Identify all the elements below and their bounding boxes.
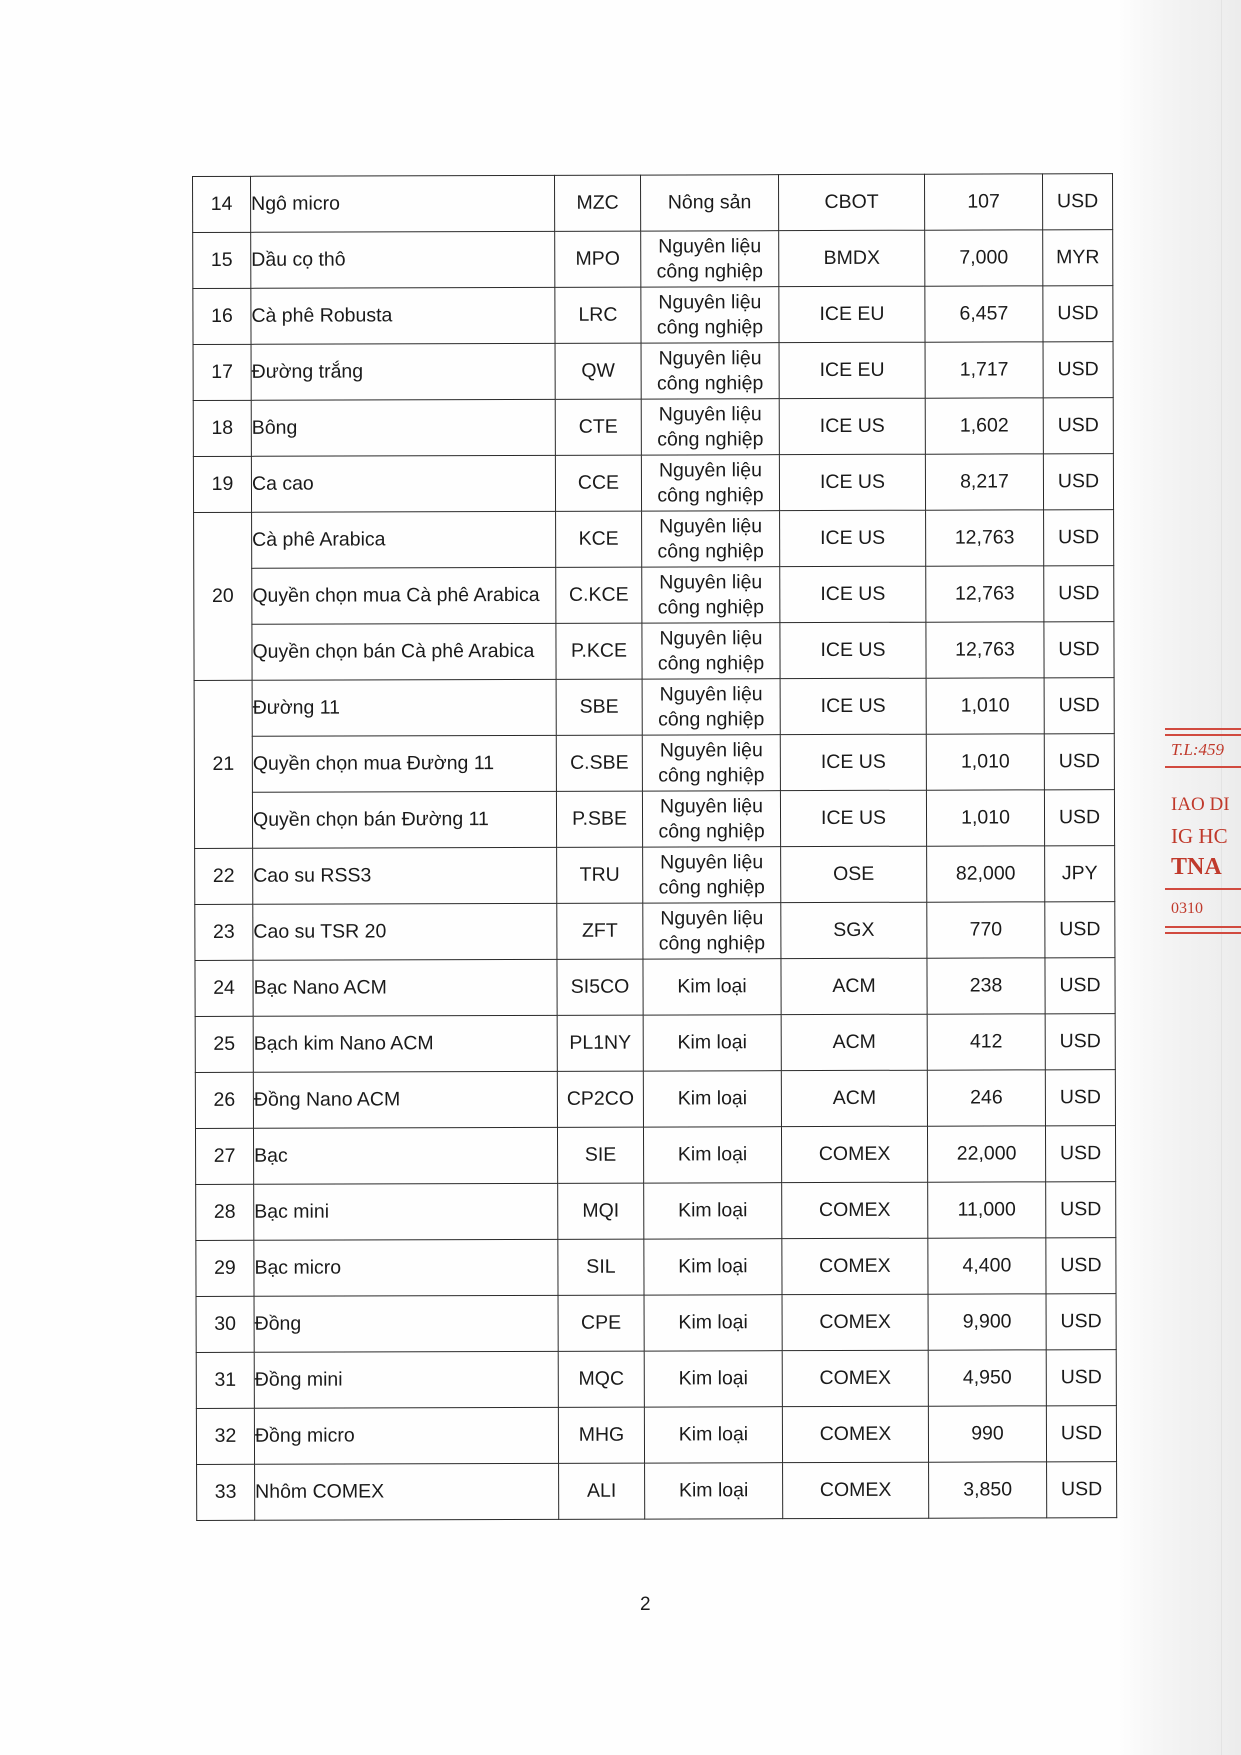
exchange: ICE US <box>780 566 926 622</box>
seal-text-2: IAO DI <box>1171 794 1230 815</box>
commodity-code: ZFT <box>557 903 643 959</box>
commodity-group: Kim loại <box>643 1127 781 1183</box>
commodity-group: Nguyên liệu công nghiệp <box>641 287 779 343</box>
currency: JPY <box>1045 846 1115 902</box>
currency: USD <box>1043 286 1113 342</box>
row-number: 19 <box>193 456 251 512</box>
exchange: COMEX <box>782 1182 928 1238</box>
table-row <box>194 622 1114 681</box>
commodity-code: CP2CO <box>557 1071 643 1127</box>
currency: USD <box>1047 1462 1117 1518</box>
exchange: ICE US <box>779 398 925 454</box>
commodity-group: Nguyên liệu công nghiệp <box>641 343 779 399</box>
commodity-group: Kim loại <box>643 959 781 1015</box>
commodity-code: SBE <box>556 679 642 735</box>
table-row <box>194 510 1114 569</box>
exchange: COMEX <box>782 1238 928 1294</box>
row-number: 14 <box>193 176 251 232</box>
table-row <box>196 1406 1116 1465</box>
commodity-name: Bạch kim Nano ACM <box>253 1015 557 1072</box>
commodity-group: Nguyên liệu công nghiệp <box>642 735 780 791</box>
table-row <box>193 454 1113 513</box>
currency: USD <box>1044 622 1114 678</box>
row-number: 23 <box>195 904 253 960</box>
margin-amount: 1,010 <box>926 790 1044 846</box>
commodity-group: Nguyên liệu công nghiệp <box>641 455 779 511</box>
contract-table <box>192 173 1117 1521</box>
exchange: ICE US <box>779 454 925 510</box>
row-number: 17 <box>193 344 251 400</box>
table-row <box>193 230 1113 289</box>
currency: USD <box>1045 1014 1115 1070</box>
row-number: 33 <box>197 1464 255 1520</box>
table-row <box>195 958 1115 1017</box>
table-row <box>193 286 1113 345</box>
seal-text-3: IG HC <box>1171 824 1228 848</box>
margin-amount: 107 <box>924 174 1042 230</box>
exchange: SGX <box>781 902 927 958</box>
margin-amount: 1,010 <box>926 678 1044 734</box>
commodity-group: Nguyên liệu công nghiệp <box>642 511 780 567</box>
margin-amount: 246 <box>927 1070 1045 1126</box>
margin-amount: 4,950 <box>928 1350 1046 1406</box>
commodity-code: MQC <box>558 1351 644 1407</box>
table-row <box>195 902 1115 961</box>
commodity-name: Quyền chọn mua Đường 11 <box>252 735 556 792</box>
margin-amount: 1,717 <box>925 342 1043 398</box>
commodity-name: Đồng Nano ACM <box>253 1071 557 1128</box>
margin-amount: 770 <box>927 902 1045 958</box>
currency: USD <box>1046 1350 1116 1406</box>
commodity-name: Nhôm COMEX <box>255 1463 559 1520</box>
currency: USD <box>1045 958 1115 1014</box>
commodity-code: P.KCE <box>556 623 642 679</box>
table-row <box>195 1014 1115 1073</box>
row-number: 32 <box>196 1408 254 1464</box>
exchange: ICE US <box>780 622 926 678</box>
table-row <box>193 342 1113 401</box>
commodity-name: Bông <box>251 399 555 456</box>
commodity-group: Nguyên liệu công nghiệp <box>642 679 780 735</box>
commodity-group: Nông sản <box>640 175 778 231</box>
table-row <box>197 1462 1117 1521</box>
commodity-group: Nguyên liệu công nghiệp <box>642 567 780 623</box>
margin-amount: 6,457 <box>925 286 1043 342</box>
row-number: 26 <box>195 1072 253 1128</box>
commodity-code: SIL <box>558 1239 644 1295</box>
margin-amount: 82,000 <box>927 846 1045 902</box>
currency: USD <box>1044 678 1114 734</box>
currency: USD <box>1046 1294 1116 1350</box>
margin-amount: 12,763 <box>926 622 1044 678</box>
commodity-code: SI5CO <box>557 959 643 1015</box>
contract-table-body <box>193 174 1117 1521</box>
margin-amount: 12,763 <box>926 566 1044 622</box>
commodity-code: MPO <box>555 231 641 287</box>
table-row <box>193 398 1113 457</box>
row-number: 22 <box>195 848 253 904</box>
commodity-code: MQI <box>558 1183 644 1239</box>
currency: USD <box>1045 1126 1115 1182</box>
commodity-group: Nguyên liệu công nghiệp <box>643 903 781 959</box>
row-number: 27 <box>195 1128 253 1184</box>
margin-amount: 238 <box>927 958 1045 1014</box>
exchange: ICE EU <box>779 342 925 398</box>
row-number: 28 <box>196 1184 254 1240</box>
commodity-group: Kim loại <box>644 1407 782 1463</box>
commodity-code: CTE <box>555 399 641 455</box>
commodity-code: SIE <box>557 1127 643 1183</box>
exchange: ICE US <box>780 790 926 846</box>
commodity-name: Bạc micro <box>254 1239 558 1296</box>
commodity-group: Nguyên liệu công nghiệp <box>642 791 780 847</box>
table-row <box>194 566 1114 625</box>
exchange: COMEX <box>781 1126 927 1182</box>
commodity-group: Kim loại <box>644 1183 782 1239</box>
commodity-name: Đường 11 <box>252 679 556 736</box>
row-number: 24 <box>195 960 253 1016</box>
commodity-code: P.SBE <box>556 791 642 847</box>
exchange: CBOT <box>778 174 924 230</box>
row-number: 18 <box>193 400 251 456</box>
margin-amount: 4,400 <box>928 1238 1046 1294</box>
row-number: 20 <box>194 512 253 680</box>
row-number: 31 <box>196 1352 254 1408</box>
row-number: 30 <box>196 1296 254 1352</box>
exchange: BMDX <box>779 230 925 286</box>
margin-amount: 22,000 <box>927 1126 1045 1182</box>
commodity-code: C.SBE <box>556 735 642 791</box>
table-row <box>196 1294 1116 1353</box>
exchange: ICE EU <box>779 286 925 342</box>
commodity-group: Nguyên liệu công nghiệp <box>643 847 781 903</box>
commodity-name: Bạc Nano ACM <box>253 959 557 1016</box>
margin-amount: 11,000 <box>928 1182 1046 1238</box>
row-number: 25 <box>195 1016 253 1072</box>
commodity-name: Cao su TSR 20 <box>253 903 557 960</box>
table-row <box>195 1126 1115 1185</box>
table-row <box>194 734 1114 793</box>
commodity-code: CCE <box>555 455 641 511</box>
commodity-name: Bạc mini <box>254 1183 558 1240</box>
currency: USD <box>1046 1182 1116 1238</box>
table-row <box>196 1238 1116 1297</box>
table-row <box>194 678 1114 737</box>
margin-amount: 1,010 <box>926 734 1044 790</box>
currency: USD <box>1043 454 1113 510</box>
commodity-group: Kim loại <box>644 1351 782 1407</box>
currency: USD <box>1046 1238 1116 1294</box>
commodity-group: Kim loại <box>644 1295 782 1351</box>
currency: MYR <box>1043 230 1113 286</box>
commodity-name: Đồng <box>254 1295 558 1352</box>
commodity-group: Nguyên liệu công nghiệp <box>641 399 779 455</box>
table-row <box>193 174 1113 233</box>
margin-amount: 7,000 <box>925 230 1043 286</box>
currency: USD <box>1045 1070 1115 1126</box>
commodity-code: CPE <box>558 1295 644 1351</box>
commodity-name: Quyền chọn mua Cà phê Arabica <box>252 567 556 624</box>
currency: USD <box>1045 902 1115 958</box>
seal-text-1: T.L:459 <box>1171 740 1225 759</box>
commodity-name: Đồng mini <box>254 1351 558 1408</box>
row-number: 21 <box>194 680 253 848</box>
currency: USD <box>1046 1406 1116 1462</box>
page-number: 2 <box>640 1594 651 1615</box>
margin-amount: 8,217 <box>925 454 1043 510</box>
table-row <box>196 1182 1116 1241</box>
row-number: 15 <box>193 232 251 288</box>
commodity-code: LRC <box>555 287 641 343</box>
company-seal <box>1165 722 1241 958</box>
commodity-code: PL1NY <box>557 1015 643 1071</box>
commodity-code: TRU <box>557 847 643 903</box>
exchange: ICE US <box>780 734 926 790</box>
margin-amount: 1,602 <box>925 398 1043 454</box>
margin-amount: 412 <box>927 1014 1045 1070</box>
commodity-code: ALI <box>559 1463 645 1519</box>
commodity-code: MZC <box>554 175 640 231</box>
commodity-name: Bạc <box>253 1127 557 1184</box>
exchange: COMEX <box>783 1462 929 1518</box>
commodity-name: Cà phê Arabica <box>252 511 556 568</box>
commodity-group: Kim loại <box>645 1463 783 1519</box>
exchange: ACM <box>781 958 927 1014</box>
exchange: ICE US <box>780 510 926 566</box>
currency: USD <box>1043 398 1113 454</box>
commodity-name: Đồng micro <box>254 1407 558 1464</box>
seal-text-4: TNA <box>1171 854 1222 880</box>
exchange: ACM <box>781 1070 927 1126</box>
exchange: COMEX <box>782 1294 928 1350</box>
exchange: OSE <box>781 846 927 902</box>
exchange: ACM <box>781 1014 927 1070</box>
commodity-code: QW <box>555 343 641 399</box>
currency: USD <box>1044 790 1114 846</box>
commodity-name: Ca cao <box>251 455 555 512</box>
commodity-group: Kim loại <box>644 1239 782 1295</box>
margin-amount: 9,900 <box>928 1294 1046 1350</box>
currency: USD <box>1043 342 1113 398</box>
margin-amount: 12,763 <box>926 510 1044 566</box>
currency: USD <box>1044 510 1114 566</box>
commodity-name: Đường trắng <box>251 343 555 400</box>
row-number: 16 <box>193 288 251 344</box>
margin-amount: 3,850 <box>929 1462 1047 1518</box>
commodity-name: Quyền chọn bán Đường 11 <box>252 791 556 848</box>
exchange: COMEX <box>782 1350 928 1406</box>
exchange: ICE US <box>780 678 926 734</box>
commodity-group: Kim loại <box>643 1015 781 1071</box>
table-row <box>195 1070 1115 1129</box>
exchange: COMEX <box>782 1406 928 1462</box>
table-row <box>194 790 1114 849</box>
currency: USD <box>1042 174 1112 230</box>
commodity-group: Kim loại <box>643 1071 781 1127</box>
commodity-group: Nguyên liệu công nghiệp <box>641 231 779 287</box>
margin-amount: 990 <box>928 1406 1046 1462</box>
commodity-group: Nguyên liệu công nghiệp <box>642 623 780 679</box>
seal-text-5: 0310 <box>1171 900 1203 917</box>
currency: USD <box>1044 734 1114 790</box>
commodity-name: Cà phê Robusta <box>251 287 555 344</box>
commodity-code: C.KCE <box>556 567 642 623</box>
commodity-name: Ngô micro <box>251 175 555 232</box>
currency: USD <box>1044 566 1114 622</box>
commodity-code: MHG <box>558 1407 644 1463</box>
table-row <box>196 1350 1116 1409</box>
commodity-name: Quyền chọn bán Cà phê Arabica <box>252 623 556 680</box>
row-number: 29 <box>196 1240 254 1296</box>
commodity-name: Cao su RSS3 <box>253 847 557 904</box>
commodity-code: KCE <box>556 511 642 567</box>
commodity-name: Dầu cọ thô <box>251 231 555 288</box>
table-row <box>195 846 1115 905</box>
